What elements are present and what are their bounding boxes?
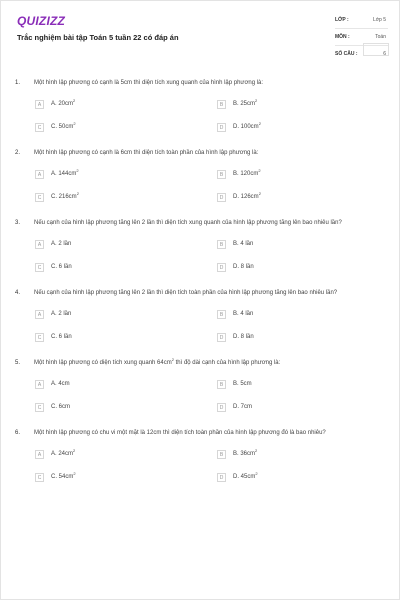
question-number: 4. xyxy=(15,290,21,296)
question-text: Một hình lập phương có cạnh là 6cm thì diện tích toàn phần của hình lập phương là: xyxy=(34,150,259,156)
question-4 xyxy=(1,286,400,354)
option-letter-box: D xyxy=(217,333,226,342)
option-text: C. 6 lần xyxy=(51,334,72,340)
option-b[interactable] xyxy=(217,100,337,110)
option-b[interactable] xyxy=(217,170,337,180)
option-text: A. $144cm^2$ xyxy=(51,168,79,177)
option-c[interactable] xyxy=(35,473,155,483)
option-a[interactable] xyxy=(35,100,155,110)
option-d[interactable] xyxy=(217,403,337,413)
option-a[interactable] xyxy=(35,170,155,180)
option-a[interactable] xyxy=(35,310,155,320)
option-letter-box: B xyxy=(217,240,226,249)
option-text: D. $45cm^2$ xyxy=(233,471,258,480)
option-text: D. 8 lần xyxy=(233,264,254,270)
option-text: C. 6 lần xyxy=(51,264,72,270)
question-number: 1. xyxy=(15,80,21,86)
option-d[interactable] xyxy=(217,263,337,273)
option-b[interactable] xyxy=(217,450,337,460)
question-text: Nếu cạnh của hình lập phương tăng lên 2 lần thì diện tích toàn phần của hình lập phương tăng lên bao nhiêu lần? xyxy=(34,290,338,296)
meta-label: MÔN : xyxy=(335,34,350,40)
option-text: B. $25cm^2$ xyxy=(233,98,258,107)
option-letter-box: D xyxy=(217,193,226,202)
question-1 xyxy=(1,76,400,144)
question-number: 5. xyxy=(15,360,21,366)
quiz-meta xyxy=(335,15,388,66)
meta-label: LỚP : xyxy=(335,17,349,23)
option-text: C. 6cm xyxy=(51,404,71,410)
option-letter-box: B xyxy=(217,170,226,179)
option-d[interactable] xyxy=(217,123,337,133)
meta-row-class xyxy=(335,15,388,29)
option-text: B. $36cm^2$ xyxy=(233,448,258,457)
option-c[interactable] xyxy=(35,123,155,133)
meta-value: Lớp 5 xyxy=(372,17,386,23)
question-text: Một hình lập phương có diện tích xung quanh $64cm^2$ thì độ dài cạnh của hình lập phương là: xyxy=(34,357,281,366)
option-text: D. $126cm^2$ xyxy=(233,191,261,200)
option-text: A. $24cm^2$ xyxy=(51,448,76,457)
option-text: B. 4 lần xyxy=(233,311,254,317)
option-a[interactable] xyxy=(35,240,155,250)
option-d[interactable] xyxy=(217,193,337,203)
option-text: A. 2 lần xyxy=(51,241,72,247)
option-c[interactable] xyxy=(35,403,155,413)
option-text: D. 7cm xyxy=(233,404,253,410)
option-letter-box: D xyxy=(217,403,226,412)
option-c[interactable] xyxy=(35,263,155,273)
question-3 xyxy=(1,216,400,284)
option-letter-box: C xyxy=(35,333,44,342)
question-text: Nếu cạnh của hình lập phương tăng lên 2 lần thì diện tích xung quanh của hình lập phương tăng lên bao nhiêu lần? xyxy=(34,220,342,226)
question-number: 3. xyxy=(15,220,21,226)
option-a[interactable] xyxy=(35,450,155,460)
meta-value: 6 xyxy=(383,51,386,57)
meta-value-box xyxy=(363,43,389,56)
meta-label: SỐ CÂU : xyxy=(335,51,358,57)
option-text: D. 8 lần xyxy=(233,334,254,340)
option-letter-box: C xyxy=(35,473,44,482)
option-letter-box: A xyxy=(35,240,44,249)
option-letter-box: A xyxy=(35,450,44,459)
option-letter-box: D xyxy=(217,263,226,272)
option-d[interactable] xyxy=(217,473,337,483)
option-letter-box: C xyxy=(35,193,44,202)
option-c[interactable] xyxy=(35,333,155,343)
quizizz-logo: QUIZIZZ xyxy=(17,14,66,28)
option-letter-box: B xyxy=(217,100,226,109)
question-number: 2. xyxy=(15,150,21,156)
option-letter-box: C xyxy=(35,403,44,412)
option-b[interactable] xyxy=(217,240,337,250)
question-text: Một hình lập phương có chu vi một mặt là 12cm thì diện tích toàn phần của hình lập phương đó là bao nhiêu? xyxy=(34,430,326,436)
option-text: C. $216cm^2$ xyxy=(51,191,79,200)
quiz-title: Trắc nghiệm bài tập Toán 5 tuần 22 có đáp án xyxy=(17,33,179,42)
question-5 xyxy=(1,356,400,424)
option-text: B. 5cm xyxy=(233,381,252,387)
option-letter-box: C xyxy=(35,263,44,272)
question-6 xyxy=(1,426,400,494)
option-a[interactable] xyxy=(35,380,155,390)
option-text: B. 4 lần xyxy=(233,241,254,247)
option-letter-box: A xyxy=(35,100,44,109)
option-letter-box: B xyxy=(217,310,226,319)
option-text: C. $50cm^2$ xyxy=(51,121,76,130)
meta-value: Toán xyxy=(375,34,386,40)
option-letter-box: B xyxy=(217,450,226,459)
option-letter-box: B xyxy=(217,380,226,389)
option-text: A. $20cm^2$ xyxy=(51,98,76,107)
question-text: Một hình lập phương có cạnh là 5cm thì diện tích xung quanh của hình lập phương là: xyxy=(34,80,264,86)
option-b[interactable] xyxy=(217,380,337,390)
option-text: A. 2 lần xyxy=(51,311,72,317)
question-number: 6. xyxy=(15,430,21,436)
option-text: D. $100cm^2$ xyxy=(233,121,261,130)
option-d[interactable] xyxy=(217,333,337,343)
option-text: A. 4cm xyxy=(51,381,70,387)
option-letter-box: D xyxy=(217,123,226,132)
option-letter-box: A xyxy=(35,170,44,179)
option-c[interactable] xyxy=(35,193,155,203)
option-text: B. $120cm^2$ xyxy=(233,168,261,177)
option-letter-box: A xyxy=(35,380,44,389)
worksheet-header xyxy=(1,1,400,67)
option-b[interactable] xyxy=(217,310,337,320)
question-2 xyxy=(1,146,400,214)
option-letter-box: D xyxy=(217,473,226,482)
option-letter-box: C xyxy=(35,123,44,132)
option-letter-box: A xyxy=(35,310,44,319)
option-text: C. $54cm^2$ xyxy=(51,471,76,480)
